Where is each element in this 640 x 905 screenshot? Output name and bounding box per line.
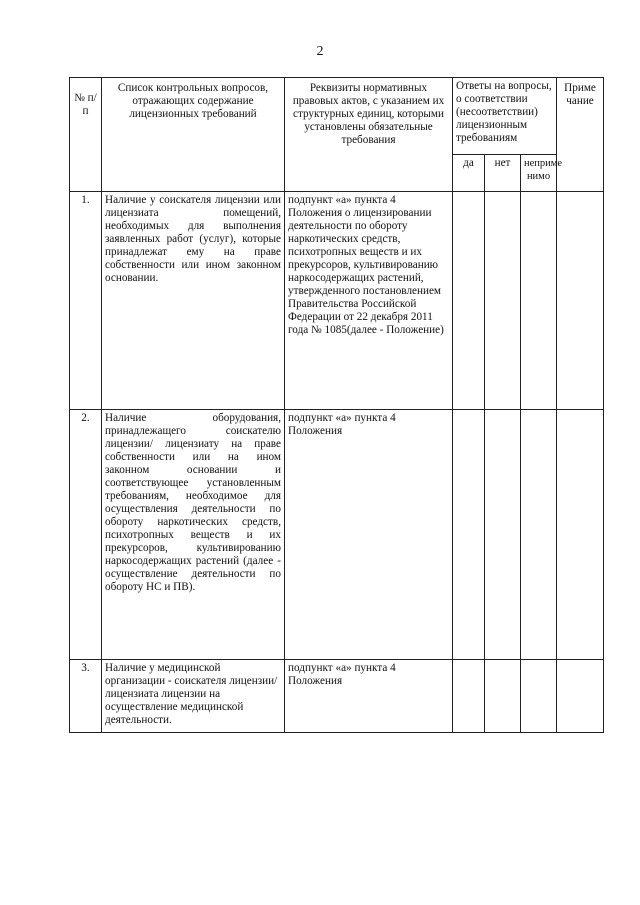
answer-na-cell[interactable] [521,660,557,733]
note-cell[interactable] [557,410,604,660]
row-question: Наличие оборудования, принадлежащего соискателю лицензии/ лицензиату на праве собственности или на ином законном основании и соответствующее установленным требованиям, необходимое для осуществления деятельности по обороту наркотических средств, психотропных веществ и их прекурсоров, культивированию наркосодержащих растений (далее - осуществление деятельности по обороту НС и ПВ). [102,410,285,660]
header-no: нет [485,155,521,192]
table-row [70,192,604,410]
header-questions: Список контрольных вопросов, отражающих содержание лицензионных требований [102,78,285,192]
table-row [70,410,604,660]
page-number: 2 [316,44,324,59]
header-yes: да [453,155,485,192]
row-question: Наличие у соискателя лицензии или лицензиата помещений, необходимых для выполнения заявленных работ (услуг), которые принадлежат ему на праве собственности или ином законном основании. [102,192,285,410]
row-number: 1. [70,192,102,410]
answer-no-cell[interactable] [485,192,521,410]
header-answers: Ответы на вопросы, о соответствии (несоответствии) лицензионным требованиям [453,78,557,155]
table-row [70,660,604,733]
header-row [70,78,604,155]
row-number: 3. [70,660,102,733]
header-number: № п/п [70,78,102,192]
row-requisite: подпункт «а» пункта 4 Положения [285,660,453,733]
row-number: 2. [70,410,102,660]
answer-yes-cell[interactable] [453,410,485,660]
header-note: Приме чание [557,78,604,192]
answer-yes-cell[interactable] [453,660,485,733]
row-requisite: подпункт «а» пункта 4 Положения [285,410,453,660]
note-cell[interactable] [557,192,604,410]
license-requirements-table [69,77,604,733]
row-question: Наличие у медицинской организации - соискателя лицензии/ лицензиата лицензии на осуществление медицинской деятельности. [102,660,285,733]
header-requisites: Реквизиты нормативных правовых актов, с указанием их структурных единиц, которыми установлены обязательные требования [285,78,453,192]
answer-no-cell[interactable] [485,410,521,660]
answer-na-cell[interactable] [521,192,557,410]
answer-yes-cell[interactable] [453,192,485,410]
answer-na-cell[interactable] [521,410,557,660]
header-not-applicable: неприме нимо [521,155,557,192]
note-cell[interactable] [557,660,604,733]
answer-no-cell[interactable] [485,660,521,733]
row-requisite: подпункт «а» пункта 4 Положения о лицензировании деятельности по обороту наркотических средств, психотропных веществ и их прекурсоров, культивированию наркосодержащих растений, утвержденного постановлением Правительства Российской Федерации от 22 декабря 2011 года № 1085(далее - Положение) [285,192,453,410]
